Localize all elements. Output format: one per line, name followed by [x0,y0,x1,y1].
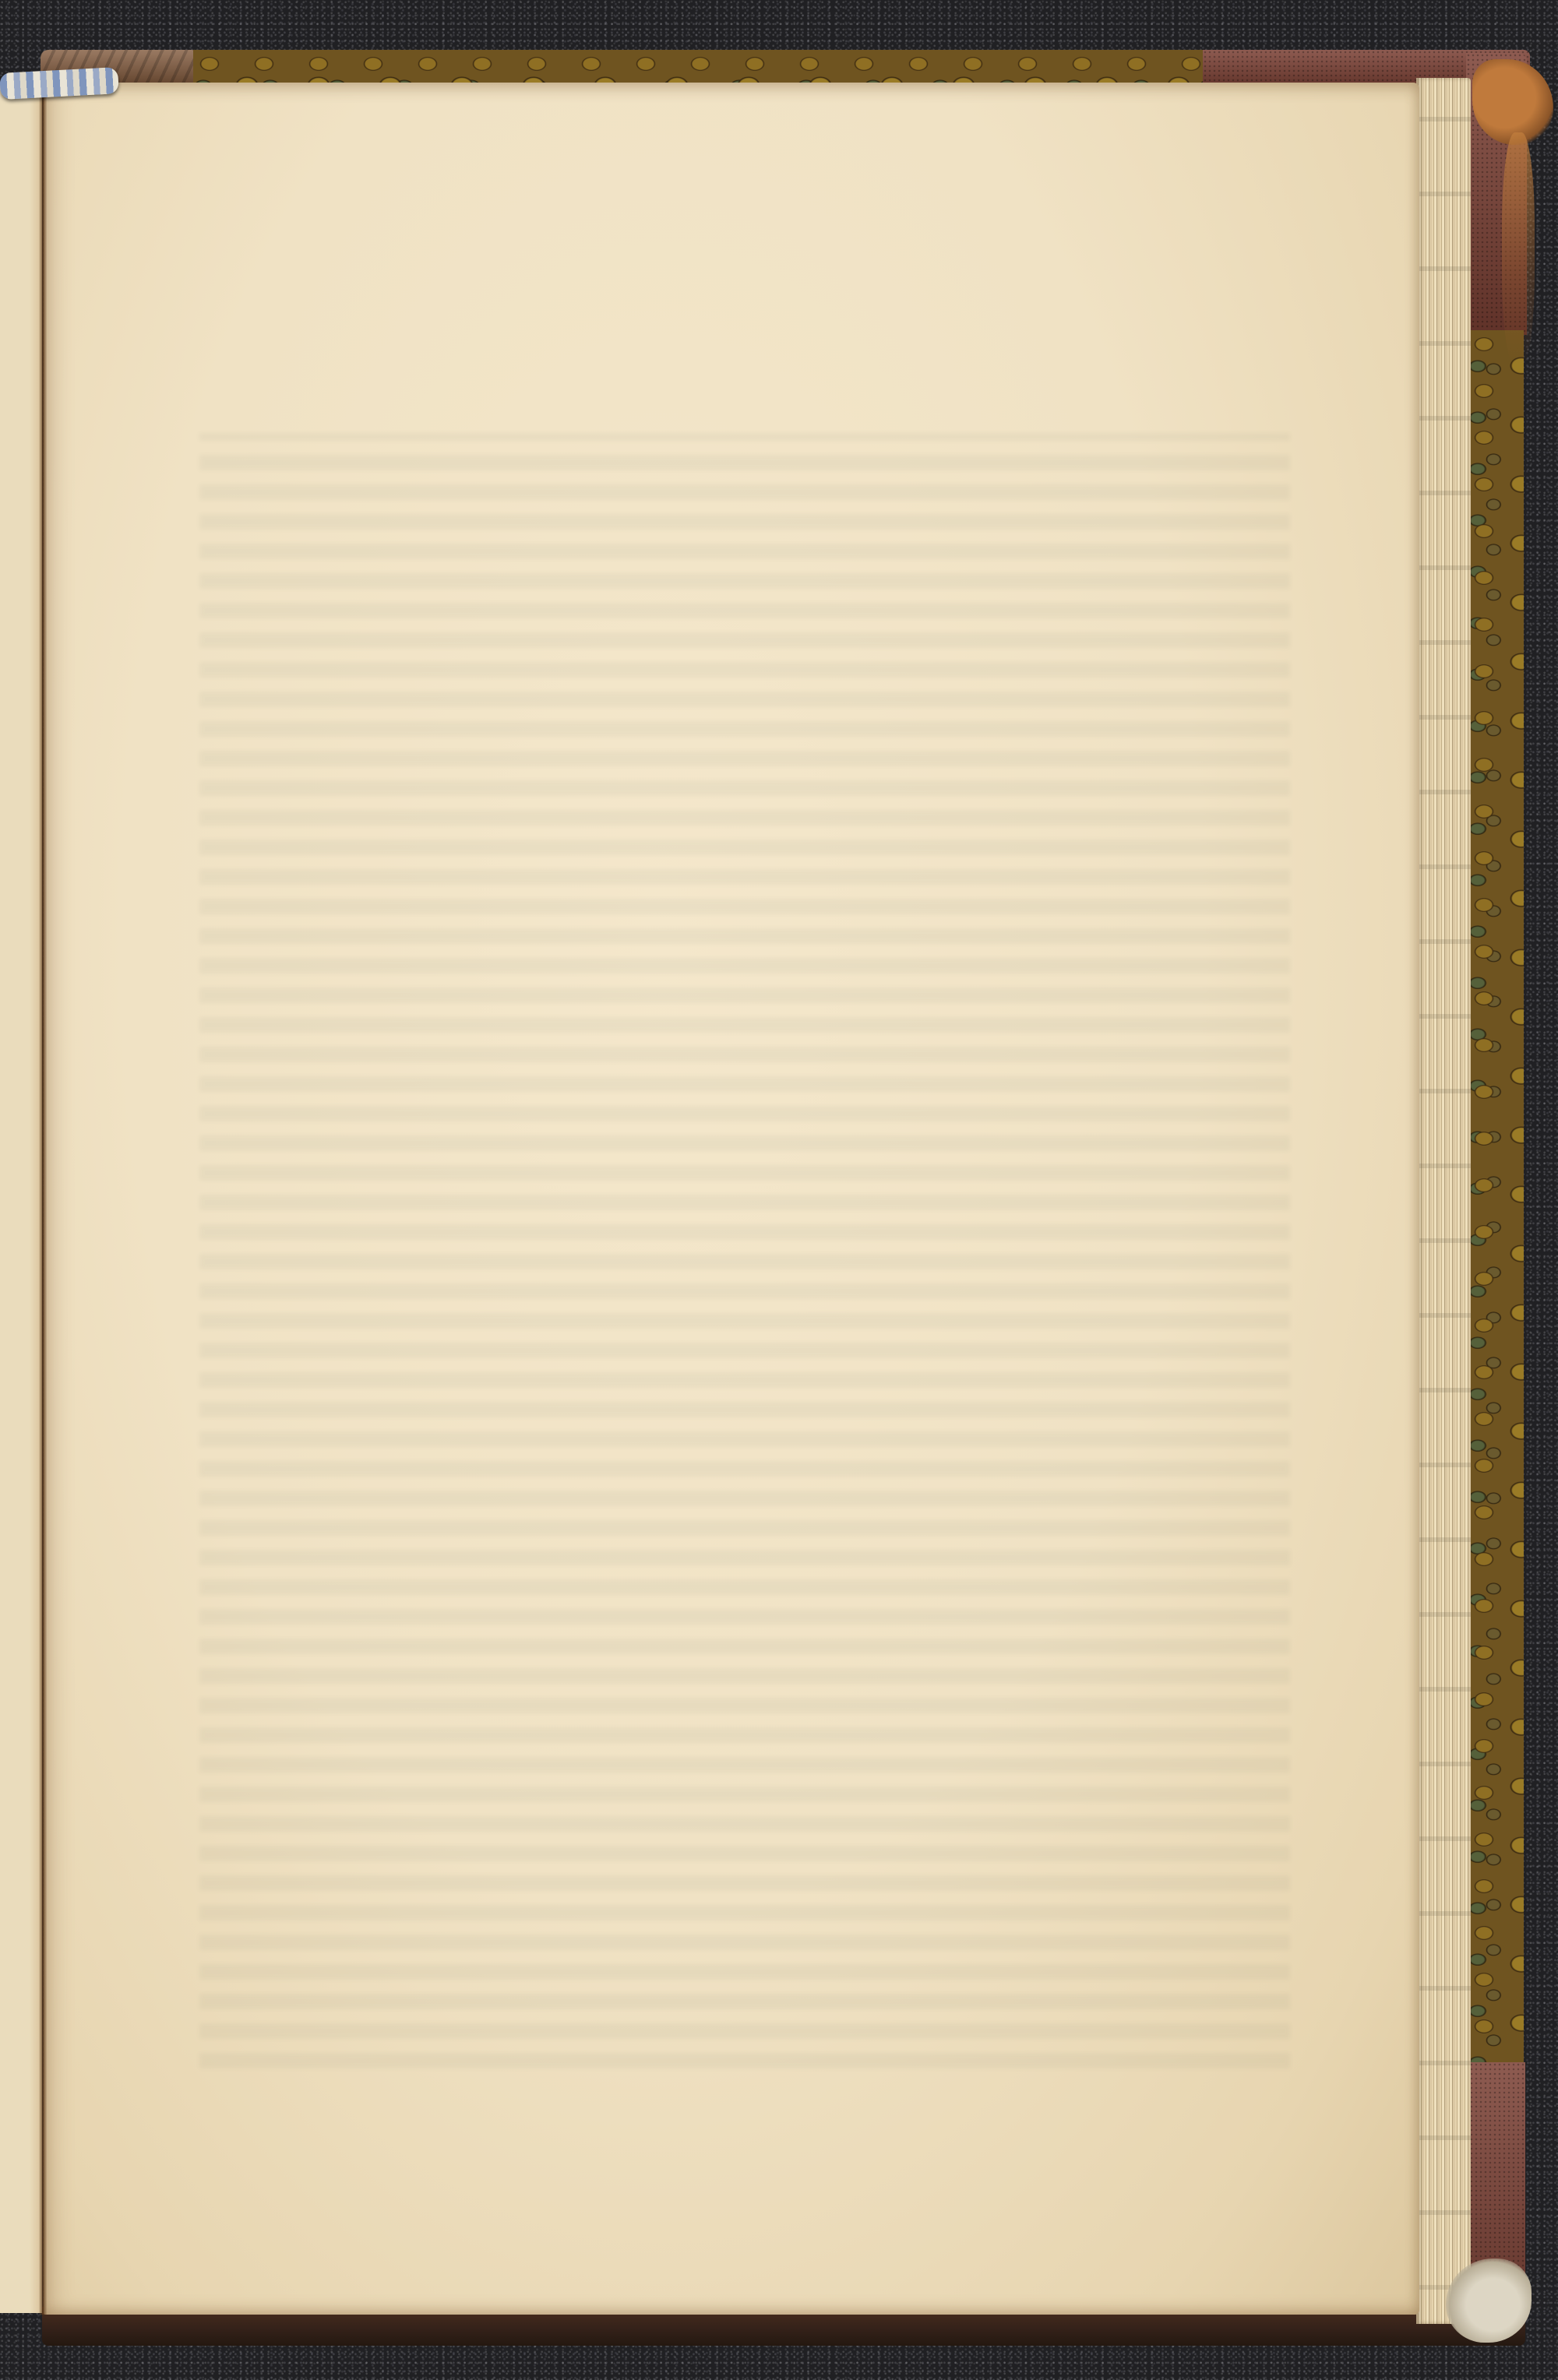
facing-page-edge [0,84,42,2313]
cover-right-edge-marble [1468,330,1524,2067]
gutter-crease [39,83,47,2315]
worn-streak-top-right [1502,132,1535,366]
worn-corner-top-right [1472,59,1553,145]
fore-edge-page-stack [1416,78,1471,2324]
ink-bleed-through [199,433,1290,2068]
book-page [44,83,1419,2315]
